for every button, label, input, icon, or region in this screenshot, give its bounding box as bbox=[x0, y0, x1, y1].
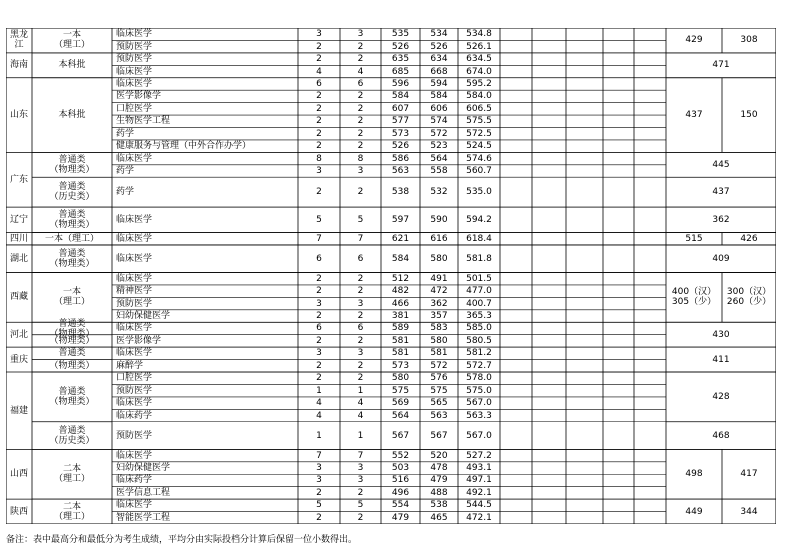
major-cell: 药学 bbox=[116, 165, 135, 176]
score-cell: 3 bbox=[357, 475, 364, 486]
batch-cell: 一本 （理工） bbox=[53, 287, 90, 308]
score-cell: 7 bbox=[316, 233, 322, 244]
score-cell: 558 bbox=[430, 165, 448, 176]
major-cell: 临床医学 bbox=[116, 29, 153, 40]
score-cell: 597 bbox=[391, 214, 410, 225]
score-cell: 596 bbox=[391, 78, 410, 89]
score-cell: 479 bbox=[430, 475, 448, 486]
score-cell: 6 bbox=[357, 78, 364, 89]
score-cell: 584 bbox=[391, 91, 410, 102]
score-cell: 1 bbox=[357, 430, 364, 441]
province-cell: 山东 bbox=[9, 110, 28, 121]
major-cell: 健康服务与管理（中外合作办学） bbox=[116, 141, 252, 152]
score-cell: 538 bbox=[391, 187, 410, 198]
score-cell: 580 bbox=[430, 335, 448, 346]
score-cell: 563 bbox=[430, 410, 448, 421]
score-cell: 2 bbox=[357, 128, 364, 139]
score-cell: 554 bbox=[391, 500, 410, 511]
score-cell: 583 bbox=[430, 323, 448, 334]
score-cell: 466 bbox=[391, 298, 410, 309]
major-cell: 临床医学 bbox=[116, 398, 153, 409]
province-cell: 陕西 bbox=[9, 506, 28, 517]
score-cell: 565 bbox=[430, 398, 448, 409]
score-cell: 3 bbox=[316, 348, 322, 359]
score-cell: 563.3 bbox=[466, 410, 492, 421]
major-cell: 临床医学 bbox=[116, 153, 153, 164]
score-cell: 1 bbox=[316, 385, 322, 396]
score-cell: 575 bbox=[391, 385, 410, 396]
province-cell: 海南 bbox=[9, 60, 28, 71]
batch-cell: 普通类 （物理类） bbox=[49, 248, 95, 269]
score-cell: 572 bbox=[430, 360, 448, 371]
major-cell: 临床药学 bbox=[116, 410, 153, 421]
score-cell: 526 bbox=[430, 41, 448, 52]
score-cell: 607 bbox=[391, 103, 410, 114]
major-cell: 临床医学 bbox=[116, 273, 153, 284]
score-cell: 544.5 bbox=[466, 500, 492, 511]
score-cell: 4 bbox=[357, 66, 364, 77]
score-cell: 685 bbox=[391, 66, 410, 77]
score-cell: 584 bbox=[391, 253, 410, 264]
score-cell: 538 bbox=[430, 500, 448, 511]
score-cell: 2 bbox=[357, 187, 364, 198]
score-cell: 594 bbox=[430, 78, 448, 89]
major-cell: 麻醉学 bbox=[116, 360, 144, 371]
control-line-cell: 471 bbox=[712, 60, 730, 71]
score-cell: 2 bbox=[316, 54, 322, 65]
major-cell: 临床医学 bbox=[116, 66, 153, 77]
major-cell: 药学 bbox=[116, 128, 135, 139]
score-cell: 526 bbox=[391, 141, 410, 152]
score-cell: 594.2 bbox=[466, 214, 492, 225]
score-cell: 552 bbox=[391, 450, 410, 461]
score-cell: 7 bbox=[357, 233, 364, 244]
major-cell: 智能医学工程 bbox=[116, 512, 171, 523]
score-cell: 532 bbox=[430, 187, 448, 198]
score-cell: 493.1 bbox=[466, 463, 492, 474]
score-cell: 1 bbox=[357, 385, 364, 396]
score-cell: 2 bbox=[357, 54, 364, 65]
score-cell: 564 bbox=[430, 153, 448, 164]
score-cell: 2 bbox=[316, 286, 322, 297]
score-cell: 590 bbox=[430, 214, 448, 225]
score-cell: 581.8 bbox=[466, 253, 492, 264]
score-cell: 2 bbox=[357, 335, 364, 346]
score-cell: 488 bbox=[430, 487, 448, 498]
score-cell: 674.0 bbox=[466, 66, 492, 77]
score-cell: 6 bbox=[357, 253, 364, 264]
score-cell: 4 bbox=[316, 398, 322, 409]
batch-cell: 二本 （理工） bbox=[53, 464, 90, 485]
score-cell: 520 bbox=[430, 450, 448, 461]
score-cell: 3 bbox=[357, 298, 364, 309]
major-cell: 妇幼保健医学 bbox=[116, 463, 171, 474]
score-cell: 535.0 bbox=[466, 187, 492, 198]
major-cell: 口腔医学 bbox=[116, 373, 153, 384]
table-footnote: 备注：表中最高分和最低分为考生成绩，平均分由实际投档分计算后保留一位小数得出。 bbox=[6, 535, 358, 545]
score-cell: 2 bbox=[357, 373, 364, 384]
control-line-cell: 468 bbox=[712, 430, 730, 441]
score-cell: 534 bbox=[430, 29, 448, 40]
score-cell: 567.0 bbox=[466, 398, 492, 409]
score-cell: 572.7 bbox=[466, 360, 492, 371]
batch-cell: 普通类 （物理类） bbox=[49, 209, 95, 230]
score-cell: 2 bbox=[316, 91, 322, 102]
major-cell: 预防医学 bbox=[116, 385, 153, 396]
score-cell: 560.7 bbox=[466, 165, 492, 176]
score-cell: 5 bbox=[357, 500, 364, 511]
score-cell: 567.0 bbox=[466, 430, 492, 441]
province-cell: 重庆 bbox=[9, 354, 28, 365]
score-cell: 577 bbox=[391, 116, 410, 127]
score-cell: 2 bbox=[316, 187, 322, 198]
province-cell: 黑龙江 bbox=[9, 30, 28, 51]
score-cell: 574.6 bbox=[466, 153, 492, 164]
score-cell: 569 bbox=[391, 398, 410, 409]
control-line-cell: 430 bbox=[712, 329, 730, 340]
score-cell: 535 bbox=[391, 29, 410, 40]
score-cell: 3 bbox=[316, 475, 322, 486]
control-line-cell: 362 bbox=[712, 214, 730, 225]
major-cell: 预防医学 bbox=[116, 430, 153, 441]
control-line-cell: 308 bbox=[740, 35, 758, 46]
admission-score-table bbox=[6, 28, 776, 524]
score-cell: 472 bbox=[430, 286, 448, 297]
score-cell: 2 bbox=[316, 128, 322, 139]
major-cell: 临床医学 bbox=[116, 348, 153, 359]
control-line-cell: 429 bbox=[685, 35, 703, 46]
major-cell: 临床药学 bbox=[116, 475, 153, 486]
batch-cell: 普通类 （物理类） bbox=[49, 386, 95, 407]
score-cell: 512 bbox=[391, 273, 410, 284]
control-line-cell: 417 bbox=[740, 469, 758, 480]
score-cell: 2 bbox=[357, 487, 364, 498]
batch-cell: 本科批 bbox=[58, 110, 86, 121]
score-cell: 668 bbox=[430, 66, 448, 77]
batch-cell: 本科批 bbox=[58, 60, 86, 71]
major-cell: 医学影像学 bbox=[116, 335, 162, 346]
score-cell: 616 bbox=[430, 233, 448, 244]
score-cell: 2 bbox=[357, 91, 364, 102]
score-cell: 2 bbox=[316, 335, 322, 346]
score-cell: 400.7 bbox=[466, 298, 492, 309]
control-line-cell: 428 bbox=[712, 391, 730, 402]
province-cell: 西藏 bbox=[9, 292, 28, 303]
major-cell: 医学影像学 bbox=[116, 91, 162, 102]
score-cell: 479 bbox=[391, 512, 410, 523]
score-cell: 2 bbox=[357, 311, 364, 322]
score-cell: 585.0 bbox=[466, 323, 492, 334]
batch-cell: 二本 （理工） bbox=[53, 501, 90, 522]
province-cell: 广东 bbox=[9, 174, 28, 185]
score-cell: 491 bbox=[430, 273, 448, 284]
major-cell: 口腔医学 bbox=[116, 103, 153, 114]
control-line-cell: 426 bbox=[740, 233, 758, 244]
score-cell: 576 bbox=[430, 373, 448, 384]
score-cell: 2 bbox=[316, 103, 322, 114]
province-cell: 福建 bbox=[9, 405, 28, 416]
score-cell: 621 bbox=[391, 233, 410, 244]
score-cell: 578.0 bbox=[466, 373, 492, 384]
score-cell: 581 bbox=[391, 348, 410, 359]
score-cell: 477.0 bbox=[466, 286, 492, 297]
score-cell: 595.2 bbox=[466, 78, 492, 89]
batch-cell: 普通类 （历史类） bbox=[49, 425, 95, 446]
score-cell: 572.5 bbox=[466, 128, 492, 139]
score-cell: 3 bbox=[316, 29, 322, 40]
score-cell: 357 bbox=[430, 311, 448, 322]
score-cell: 516 bbox=[391, 475, 410, 486]
score-cell: 2 bbox=[316, 41, 322, 52]
score-cell: 2 bbox=[357, 141, 364, 152]
score-cell: 4 bbox=[357, 398, 364, 409]
major-cell: 妇幼保健医学 bbox=[116, 311, 171, 322]
score-cell: 526 bbox=[391, 41, 410, 52]
control-line-cell: 409 bbox=[712, 253, 730, 264]
batch-cell: （物理类） bbox=[49, 360, 95, 371]
score-cell: 635 bbox=[391, 54, 410, 65]
major-cell: 药学 bbox=[116, 187, 135, 198]
major-cell: 临床医学 bbox=[116, 233, 153, 244]
score-cell: 567 bbox=[430, 430, 448, 441]
score-cell: 2 bbox=[357, 512, 364, 523]
score-cell: 2 bbox=[316, 360, 322, 371]
score-cell: 584.0 bbox=[466, 91, 492, 102]
score-cell: 3 bbox=[357, 463, 364, 474]
score-cell: 606.5 bbox=[466, 103, 492, 114]
score-cell: 586 bbox=[391, 153, 410, 164]
major-cell: 临床医学 bbox=[116, 214, 153, 225]
score-cell: 580.5 bbox=[466, 335, 492, 346]
control-line-cell: 437 bbox=[712, 187, 730, 198]
score-cell: 634.5 bbox=[466, 54, 492, 65]
control-line-cell: 445 bbox=[712, 159, 730, 170]
province-cell: 四川 bbox=[9, 233, 28, 244]
score-cell: 4 bbox=[357, 410, 364, 421]
score-cell: 526.1 bbox=[466, 41, 492, 52]
score-cell: 581 bbox=[391, 335, 410, 346]
score-cell: 5 bbox=[316, 214, 322, 225]
batch-cell: 普通类 （物理类） bbox=[49, 154, 95, 175]
major-cell: 预防医学 bbox=[116, 41, 153, 52]
score-cell: 472.1 bbox=[466, 512, 492, 523]
score-cell: 7 bbox=[316, 450, 322, 461]
score-cell: 2 bbox=[316, 311, 322, 322]
score-cell: 572 bbox=[430, 128, 448, 139]
score-cell: 465 bbox=[430, 512, 448, 523]
score-cell: 567 bbox=[391, 430, 410, 441]
score-cell: 362 bbox=[430, 298, 448, 309]
score-cell: 8 bbox=[316, 153, 322, 164]
province-cell: 河北 bbox=[9, 329, 28, 340]
score-cell: 618.4 bbox=[466, 233, 492, 244]
score-cell: 478 bbox=[430, 463, 448, 474]
score-cell: 523 bbox=[430, 141, 448, 152]
score-cell: 534.8 bbox=[466, 29, 492, 40]
score-cell: 584 bbox=[430, 91, 448, 102]
major-cell: 临床医学 bbox=[116, 450, 153, 461]
major-cell: 临床医学 bbox=[116, 500, 153, 511]
score-cell: 575.0 bbox=[466, 385, 492, 396]
score-cell: 581.2 bbox=[466, 348, 492, 359]
score-cell: 589 bbox=[391, 323, 410, 334]
province-cell: 湖北 bbox=[9, 253, 28, 264]
batch-cell: 普通类 （历史类） bbox=[49, 182, 95, 203]
score-cell: 580 bbox=[430, 253, 448, 264]
score-cell: 575.5 bbox=[466, 116, 492, 127]
batch-cell: 一本 （理工） bbox=[53, 30, 90, 51]
score-cell: 3 bbox=[316, 298, 322, 309]
score-cell: 492.1 bbox=[466, 487, 492, 498]
control-line-cell: 400（汉） 305（少） bbox=[671, 287, 717, 308]
batch-cell: 一本（理工） bbox=[44, 233, 99, 244]
score-cell: 2 bbox=[357, 286, 364, 297]
control-line-cell: 344 bbox=[740, 506, 758, 517]
score-cell: 2 bbox=[316, 116, 322, 127]
province-cell: 山西 bbox=[9, 469, 28, 480]
score-cell: 2 bbox=[357, 41, 364, 52]
score-cell: 574 bbox=[430, 116, 448, 127]
score-cell: 2 bbox=[316, 373, 322, 384]
score-cell: 365.3 bbox=[466, 311, 492, 322]
batch-cell: 普通类 bbox=[58, 348, 86, 359]
score-cell: 581 bbox=[430, 348, 448, 359]
score-cell: 496 bbox=[391, 487, 410, 498]
score-cell: 564 bbox=[391, 410, 410, 421]
score-cell: 3 bbox=[357, 29, 364, 40]
province-cell: 辽宁 bbox=[9, 214, 28, 225]
major-cell: 临床医学 bbox=[116, 253, 153, 264]
control-line-cell: 515 bbox=[685, 233, 703, 244]
batch-cell: （物理类） bbox=[49, 335, 95, 346]
score-cell: 6 bbox=[316, 323, 322, 334]
score-cell: 606 bbox=[430, 103, 448, 114]
score-cell: 501.5 bbox=[466, 273, 492, 284]
major-cell: 预防医学 bbox=[116, 298, 153, 309]
major-cell: 医学信息工程 bbox=[116, 487, 171, 498]
score-cell: 6 bbox=[316, 253, 322, 264]
control-line-cell: 437 bbox=[685, 110, 703, 121]
score-cell: 573 bbox=[391, 128, 410, 139]
score-cell: 8 bbox=[357, 153, 364, 164]
control-line-cell: 300（汉） 260（少） bbox=[726, 287, 772, 308]
score-cell: 5 bbox=[316, 500, 322, 511]
score-cell: 497.1 bbox=[466, 475, 492, 486]
major-cell: 生物医学工程 bbox=[116, 116, 171, 127]
score-cell: 524.5 bbox=[466, 141, 492, 152]
major-cell: 预防医学 bbox=[116, 54, 153, 65]
score-cell: 2 bbox=[316, 512, 322, 523]
score-cell: 381 bbox=[391, 311, 410, 322]
major-cell: 临床医学 bbox=[116, 323, 153, 334]
score-cell: 3 bbox=[316, 463, 322, 474]
score-cell: 3 bbox=[316, 165, 322, 176]
score-cell: 2 bbox=[316, 141, 322, 152]
score-cell: 634 bbox=[430, 54, 448, 65]
score-cell: 482 bbox=[391, 286, 410, 297]
control-line-cell: 411 bbox=[712, 354, 730, 365]
score-cell: 563 bbox=[391, 165, 410, 176]
score-cell: 527.2 bbox=[466, 450, 492, 461]
batch-cell: 普通类 （物理类） bbox=[49, 318, 95, 339]
score-cell: 3 bbox=[357, 165, 364, 176]
score-cell: 2 bbox=[316, 487, 322, 498]
score-cell: 2 bbox=[357, 273, 364, 284]
control-line-cell: 449 bbox=[685, 506, 703, 517]
control-line-cell: 498 bbox=[685, 469, 703, 480]
score-cell: 4 bbox=[316, 66, 322, 77]
score-cell: 2 bbox=[357, 360, 364, 371]
score-cell: 573 bbox=[391, 360, 410, 371]
score-cell: 5 bbox=[357, 214, 364, 225]
score-cell: 3 bbox=[357, 348, 364, 359]
score-cell: 580 bbox=[391, 373, 410, 384]
score-cell: 1 bbox=[316, 430, 322, 441]
score-cell: 6 bbox=[357, 323, 364, 334]
major-cell: 精神医学 bbox=[116, 286, 153, 297]
score-cell: 6 bbox=[316, 78, 322, 89]
major-cell: 临床医学 bbox=[116, 78, 153, 89]
score-cell: 575 bbox=[430, 385, 448, 396]
score-cell: 7 bbox=[357, 450, 364, 461]
score-cell: 2 bbox=[316, 273, 322, 284]
score-cell: 2 bbox=[357, 103, 364, 114]
control-line-cell: 150 bbox=[740, 110, 758, 121]
score-cell: 503 bbox=[391, 463, 410, 474]
score-cell: 4 bbox=[316, 410, 322, 421]
score-cell: 2 bbox=[357, 116, 364, 127]
